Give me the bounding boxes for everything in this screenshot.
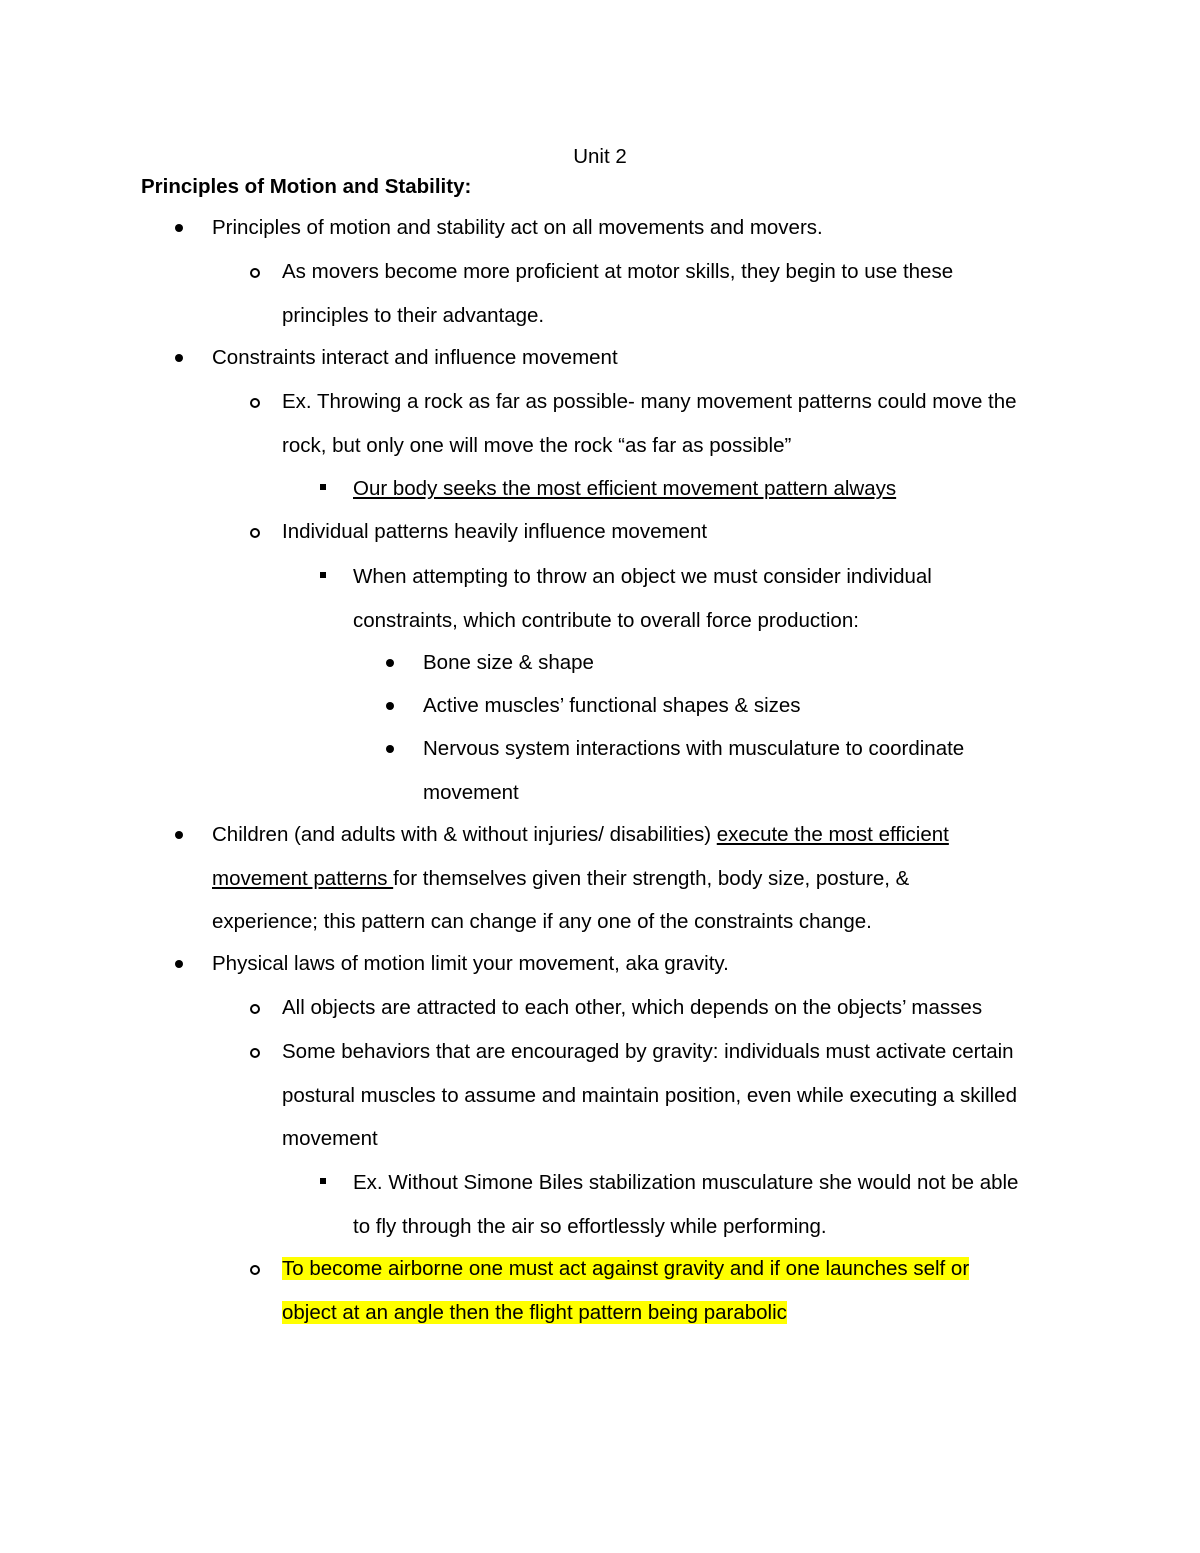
list-item-text: Nervous system interactions with musculature to coordinate <box>423 737 965 760</box>
list-item-text-continued: to fly through the air so effortlessly while performing. <box>353 1214 827 1238</box>
list-item-text-continued: experience; this pattern can change if any one of the constraints change. <box>212 910 872 933</box>
list-item-text: Children (and adults with & without injuries/ disabilities) <box>212 823 717 846</box>
list-item-text: Active muscles’ functional shapes & sizes <box>423 694 801 717</box>
list-item-text: Principles of motion and stability act on all movements and movers. <box>212 216 823 239</box>
bullet-circle-icon <box>250 268 260 278</box>
list-item-text-continued: object at an angle then the flight pattern being parabolic <box>282 1300 787 1324</box>
list-item-text-continued: constraints, which contribute to overall force production: <box>353 608 859 632</box>
list-item-text-continued: rock, but only one will move the rock “as far as possible” <box>282 433 792 457</box>
list-item <box>212 942 1112 986</box>
list-item <box>212 206 1112 250</box>
bullet-circle-icon <box>250 1048 260 1058</box>
bullet-circle-icon <box>250 1004 260 1014</box>
list-item <box>353 1161 1113 1248</box>
bullet-disc-icon <box>175 354 183 362</box>
list-item-text-continued: postural muscles to assume and maintain position, even while executing a skilled <box>282 1083 1017 1107</box>
list-item-text: Ex. Without Simone Biles stabilization musculature she would not be able <box>353 1171 1019 1194</box>
list-item-line <box>212 857 1132 901</box>
list-item-text: Bone size & shape <box>423 651 594 674</box>
bullet-circle-icon <box>250 1265 260 1275</box>
bullet-disc-icon <box>175 960 183 968</box>
list-item <box>353 555 1113 642</box>
list-item-text: When attempting to throw an object we must consider individual <box>353 565 932 588</box>
list-item-text: Some behaviors that are encouraged by gravity: individuals must activate certain <box>282 1040 1014 1063</box>
list-item-text-underlined: execute the most efficient <box>716 823 949 846</box>
list-item-highlighted <box>282 1247 1102 1334</box>
bullet-disc-icon <box>386 659 394 667</box>
list-item-text-underlined: movement patterns <box>212 866 394 890</box>
list-item-text: Constraints interact and influence movement <box>212 346 618 369</box>
section-heading: Principles of Motion and Stability: <box>141 175 472 198</box>
list-item <box>423 641 1123 685</box>
list-item <box>353 467 1113 511</box>
list-item-text: As movers become more proficient at motor skills, they begin to use these <box>282 260 954 283</box>
list-item-text: All objects are attracted to each other, which depends on the objects’ masses <box>282 996 983 1019</box>
list-item <box>282 250 1102 337</box>
list-item <box>212 336 1112 380</box>
bullet-disc-icon <box>175 224 183 232</box>
list-item <box>212 813 1132 944</box>
list-item <box>282 510 1102 554</box>
bullet-circle-icon <box>250 398 260 408</box>
list-item-text-continued: movement <box>282 1127 378 1150</box>
list-item-text: Our body seeks the most efficient movement pattern always <box>353 477 897 500</box>
list-item <box>282 380 1102 467</box>
list-item-text: Individual patterns heavily influence movement <box>282 520 708 543</box>
list-item <box>282 986 1102 1030</box>
list-item-text: for themselves given their strength, body size, posture, & <box>393 866 910 890</box>
list-item-line <box>212 813 1132 857</box>
list-item-text: Ex. Throwing a rock as far as possible- many movement patterns could move the <box>282 390 1017 413</box>
list-item-text: Physical laws of motion limit your movement, aka gravity. <box>212 952 729 975</box>
list-item-text: To become airborne one must act against gravity and if one launches self or <box>282 1257 970 1280</box>
list-item <box>423 684 1123 728</box>
bullet-disc-icon <box>175 831 183 839</box>
bullet-disc-icon <box>386 745 394 753</box>
bullet-square-icon <box>320 1178 326 1184</box>
bullet-square-icon <box>320 484 326 490</box>
list-item-text-continued: movement <box>423 780 519 804</box>
list-item <box>282 1030 1102 1161</box>
bullet-circle-icon <box>250 528 260 538</box>
list-item-text-continued: principles to their advantage. <box>282 303 545 327</box>
bullet-square-icon <box>320 572 326 578</box>
bullet-disc-icon <box>386 702 394 710</box>
list-item <box>423 727 1123 814</box>
document-title: Unit 2 <box>573 145 627 168</box>
